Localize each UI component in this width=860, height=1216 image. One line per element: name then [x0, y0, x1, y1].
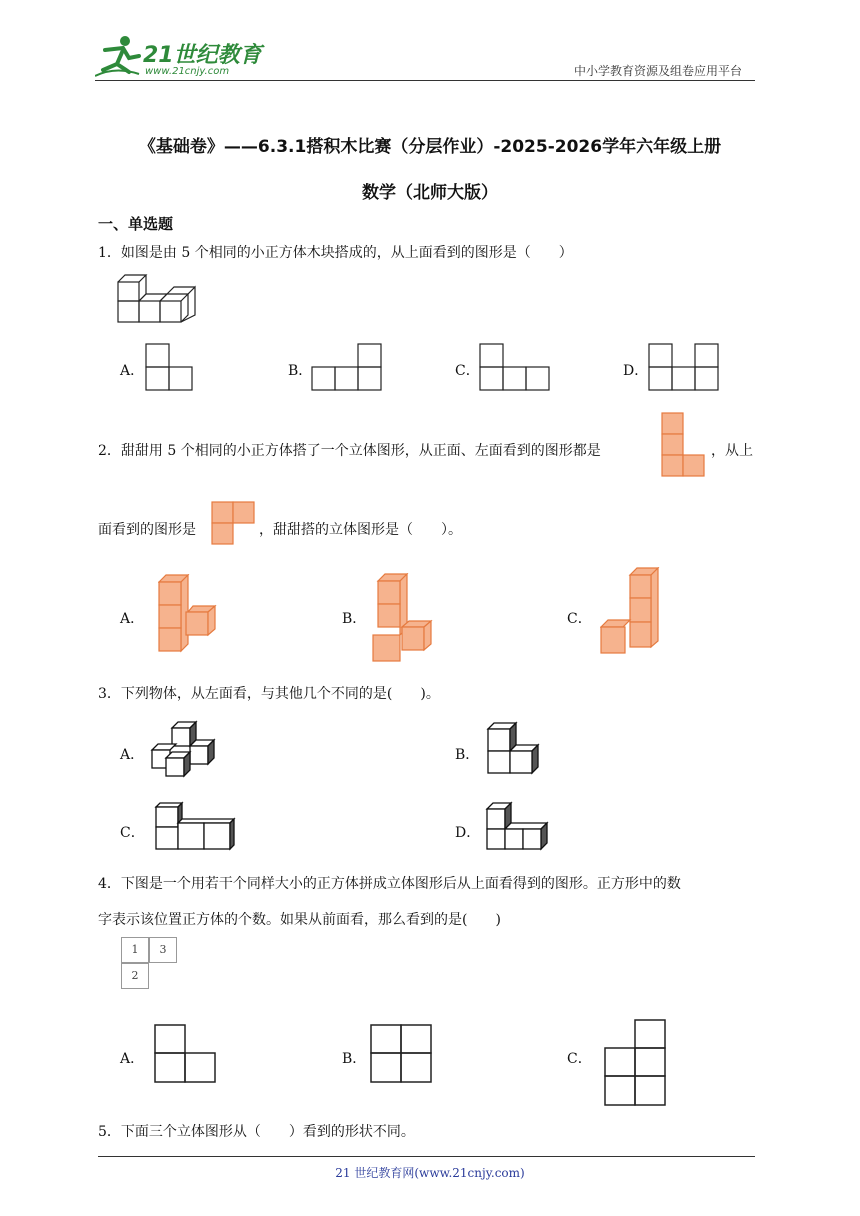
footer-divider [98, 1156, 755, 1157]
q1-option-b-figure[interactable] [311, 343, 383, 391]
q2-top-view-figure [211, 501, 257, 547]
q4-top-view-grid [121, 937, 183, 993]
q2-option-b-figure[interactable] [372, 573, 436, 663]
header-platform-text: 中小学教育资源及组卷应用平台 [574, 64, 743, 78]
question-4-text-line1: 4．下图是一个用若干个同样大小的正方体拼成立体图形后从上面看得到的图形。正方形中的数 [98, 876, 681, 892]
header-logo [95, 34, 265, 80]
question-5-text: 5．下面三个立体图形从（ ）看到的形状不同。 [98, 1124, 415, 1140]
q3-option-b-label[interactable]: B． [455, 747, 480, 763]
q3-option-a-label[interactable]: A． [120, 747, 145, 763]
header-divider [95, 80, 755, 81]
question-2-text-part4: ，甜甜搭的立体图形是（ ）。 [259, 522, 462, 538]
q1-option-c-label[interactable]: C． [455, 363, 480, 379]
question-1-text: 1．如图是由 5 个相同的小正方体木块搭成的，从上面看到的图形是（ ） [98, 245, 573, 261]
q1-option-b-label[interactable]: B． [288, 363, 313, 379]
logo-url: www.21cnjy.com [145, 66, 230, 77]
q1-option-d-figure[interactable] [648, 343, 720, 391]
q2-option-a-label[interactable]: A． [120, 611, 145, 627]
q3-option-b-figure[interactable] [486, 721, 546, 775]
question-4-text-line2: 字表示该位置正方体的个数。如果从前面看，那么看到的是( ) [98, 912, 501, 928]
q3-option-d-label[interactable]: D． [455, 825, 481, 841]
q1-option-c-figure[interactable] [479, 343, 551, 391]
q2-option-c-label[interactable]: C． [567, 611, 592, 627]
q4-grid-cell: 3 [149, 937, 177, 963]
q2-option-a-figure[interactable] [158, 574, 218, 656]
question-2-text-part1: 2．甜甜用 5 个相同的小正方体搭了一个立体图形，从正面、左面看到的图形都是 [98, 443, 601, 459]
q3-option-d-figure[interactable] [485, 801, 551, 851]
q4-option-c-figure[interactable] [604, 1019, 668, 1107]
q1-cube-figure [117, 274, 197, 326]
q2-front-left-view-figure [661, 412, 707, 478]
question-3-text: 3．下列物体，从左面看，与其他几个不同的是( )。 [98, 686, 440, 702]
q3-option-a-figure[interactable] [150, 720, 220, 778]
q4-grid-cell: 1 [121, 937, 149, 963]
q4-option-a-label[interactable]: A． [120, 1051, 145, 1067]
question-2-text-part2: ，从上 [711, 443, 753, 459]
q4-option-a-figure[interactable] [154, 1024, 218, 1084]
logo-text: 21世纪教育 [143, 43, 262, 68]
q3-option-c-figure[interactable] [154, 801, 238, 851]
q4-grid-cell: 2 [121, 963, 149, 989]
doc-title-line1: 《基础卷》——6.3.1搭积木比赛（分层作业）-2025-2026学年六年级上册 [138, 137, 722, 157]
q1-option-d-label[interactable]: D． [623, 363, 649, 379]
q4-option-b-label[interactable]: B． [342, 1051, 367, 1067]
section-heading: 一、单选题 [98, 215, 174, 233]
runner-logo-icon [95, 34, 141, 78]
question-2-text-part3: 面看到的图形是 [98, 522, 196, 538]
footer-text: 21 世纪教育网(www.21cnjy.com) [335, 1166, 525, 1180]
q2-option-b-label[interactable]: B． [342, 611, 367, 627]
q2-option-c-figure[interactable] [600, 567, 660, 657]
q3-option-c-label[interactable]: C． [120, 825, 145, 841]
doc-title-line2: 数学（北师大版） [362, 183, 498, 203]
q1-option-a-label[interactable]: A． [120, 363, 145, 379]
q4-option-b-figure[interactable] [370, 1024, 434, 1084]
q4-option-c-label[interactable]: C． [567, 1051, 592, 1067]
q1-option-a-figure[interactable] [145, 343, 195, 391]
